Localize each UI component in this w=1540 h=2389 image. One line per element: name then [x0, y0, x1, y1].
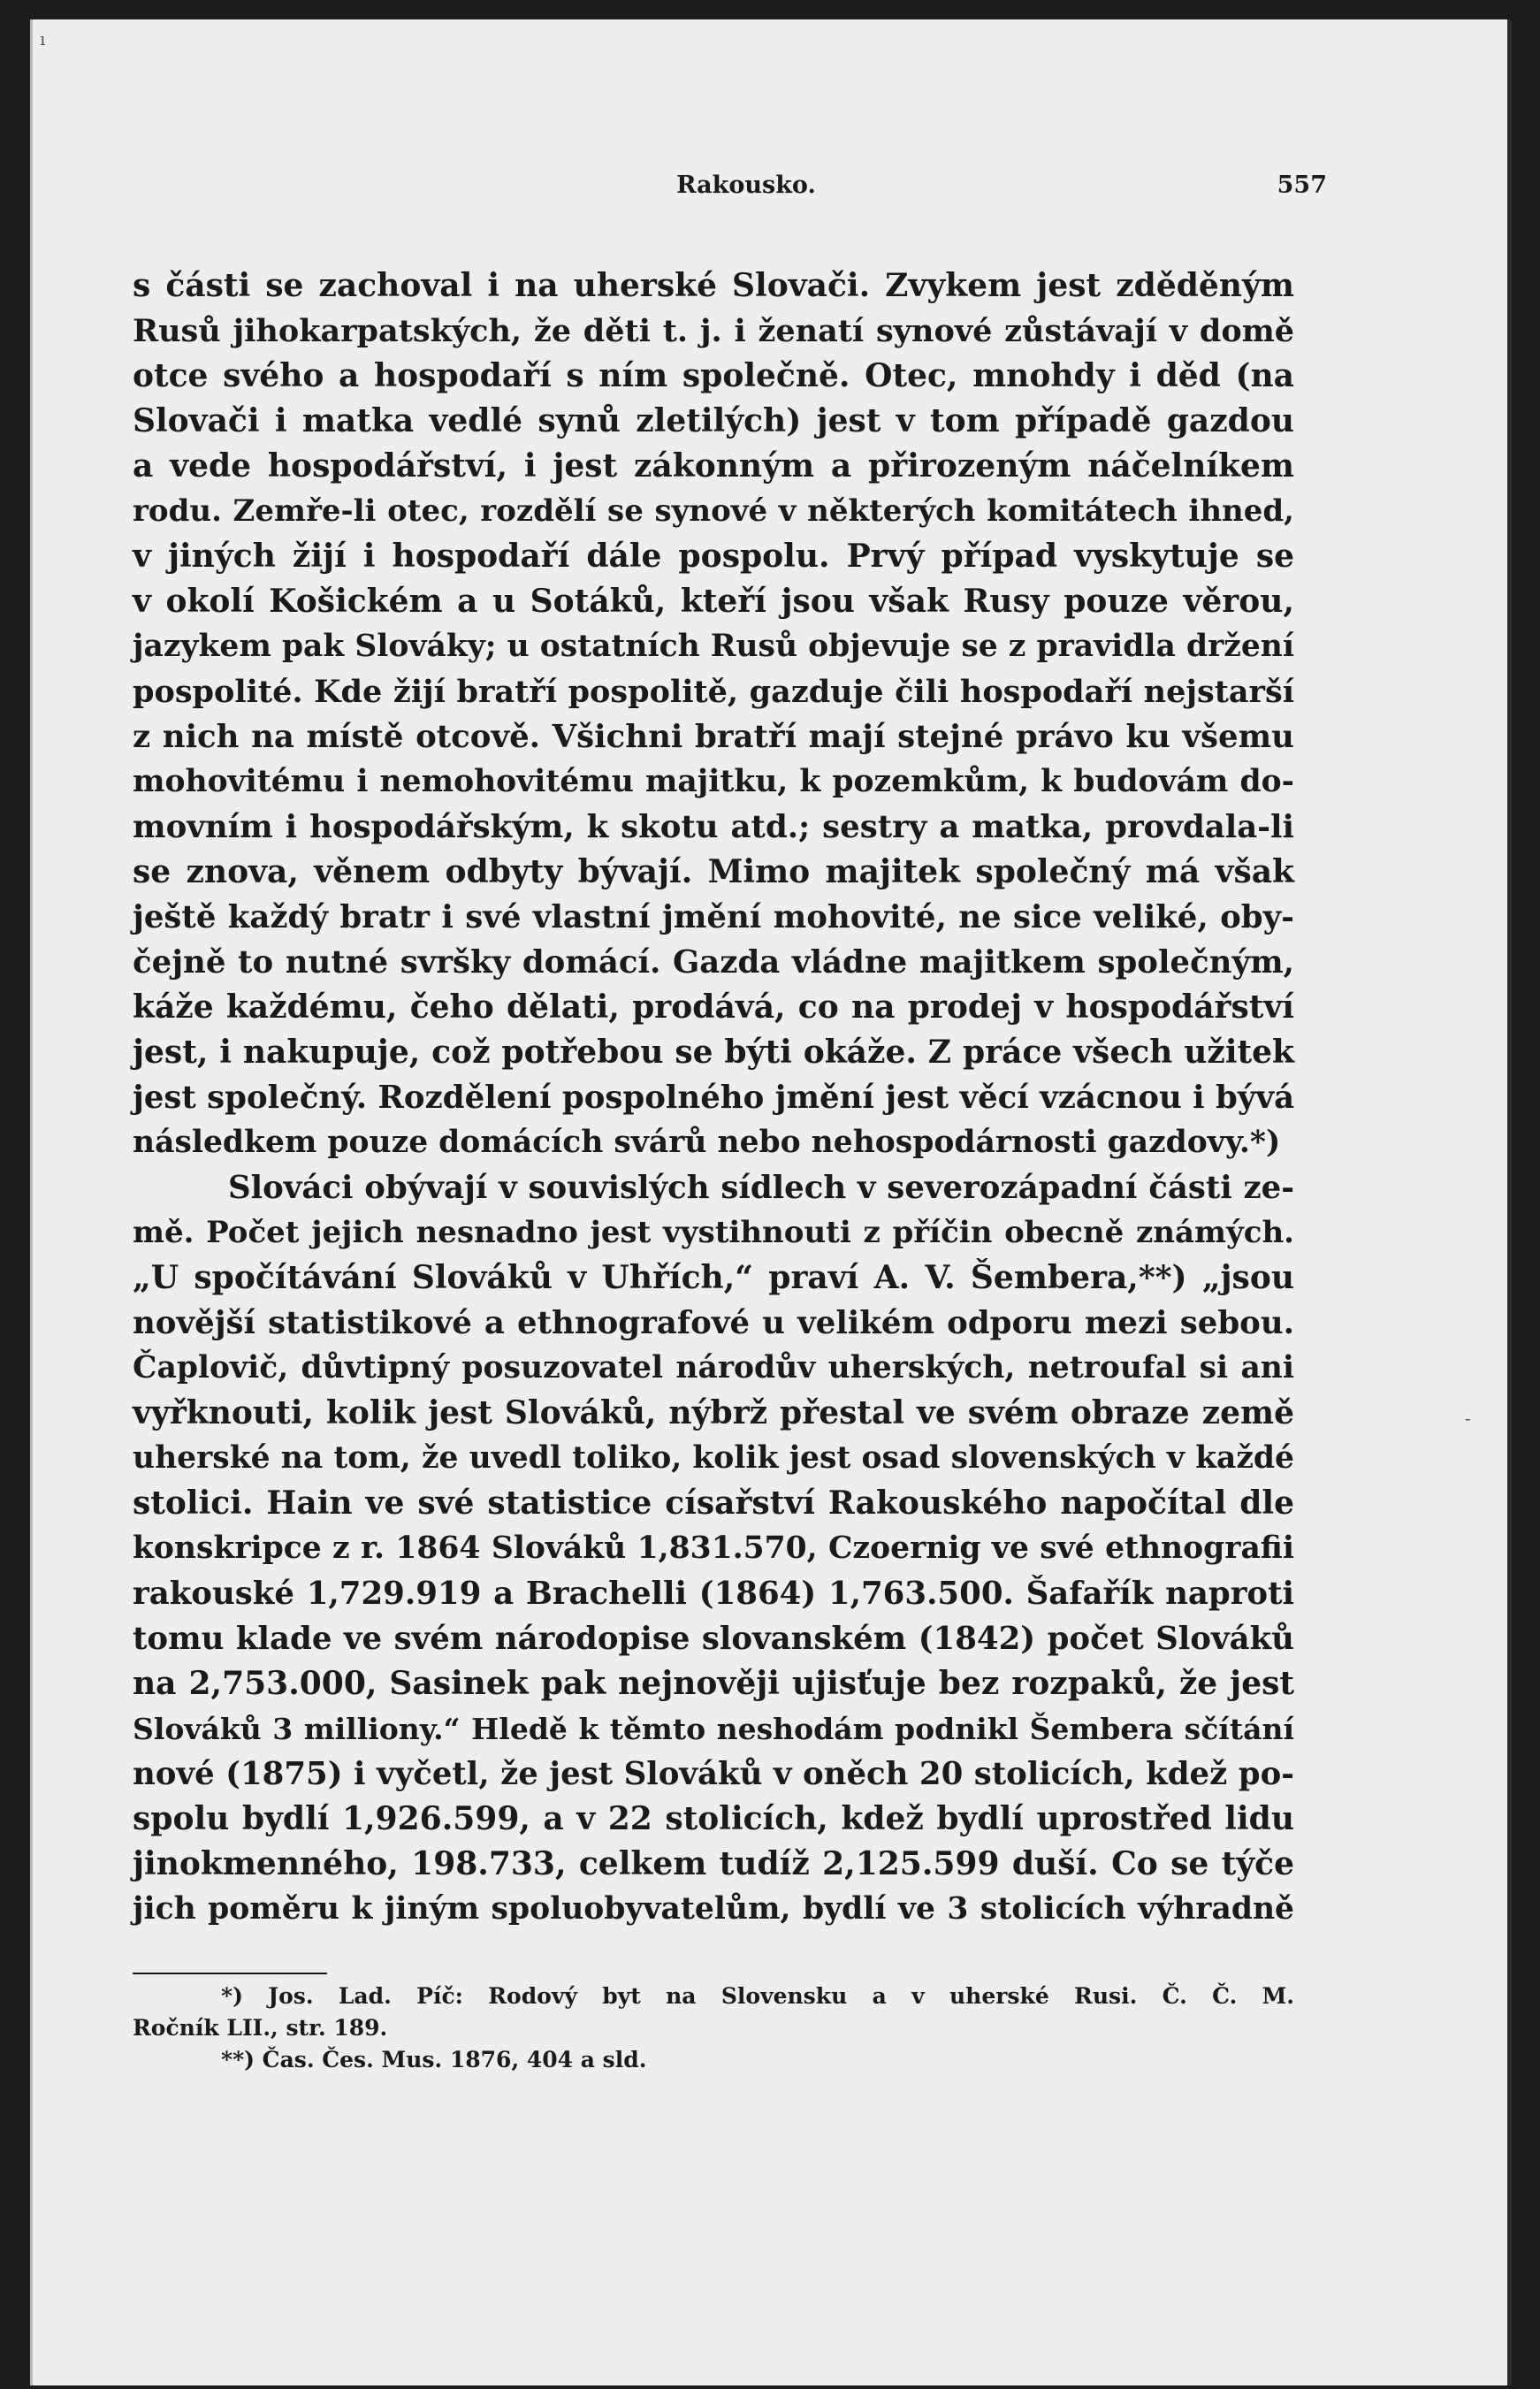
text-line: z nich na místě otcově. Všichni bratří mají stejné právo ku všemu	[133, 719, 1294, 755]
text-line: rakouské 1,729.919 a Brachelli (1864) 1,763.500. Šafařík naproti	[133, 1576, 1294, 1612]
footnote-line: Ročník LII., str. 189.	[133, 2015, 388, 2041]
scan-mark: -	[1465, 1408, 1471, 1429]
footnotes	[133, 1981, 1294, 2076]
text-line: novější statistikové a ethnografové u velikém odporu mezi sebou.	[133, 1305, 1294, 1341]
text-line: ještě každý bratr i své vlastní jmění mohovité, ne sice veliké, oby-	[133, 899, 1294, 935]
scan-mark: ı	[40, 28, 46, 50]
text-line: jest společný. Rozdělení pospolného jmění jest věcí vzácnou i bývá	[133, 1080, 1295, 1116]
text-line: Čaplovič, důvtipný posuzovatel národův uherských, netroufal si ani	[133, 1350, 1294, 1385]
page-number: 557	[1277, 172, 1327, 199]
text-line: Slováků 3 milliony.“ Hledě k těmto neshodám podnikl Šembera sčítání	[133, 1712, 1294, 1746]
footnote-line: **) Čas. Čes. Mus. 1876, 404 a sld.	[221, 2047, 647, 2072]
text-line: mohovitému i nemohovitému majitku, k pozemkům, k budovám do-	[133, 764, 1294, 799]
body-text	[133, 263, 1294, 1932]
text-line: pospolité. Kde žijí bratří pospolitě, gazduje čili hospodaří nejstarší	[133, 674, 1294, 710]
text-line: mě. Počet jejich nesnadno jest vystihnouti z příčin obecně známých.	[133, 1215, 1294, 1250]
text-line: Rusů jihokarpatských, že děti t. j. i ženatí synové zůstávají v domě	[133, 313, 1294, 349]
footnote-rule	[133, 1973, 327, 1974]
text-line: se znova, věnem odbyty bývají. Mimo majitek společný má však	[133, 853, 1294, 890]
text-line: stolici. Hain ve své statistice císařství Rakouského napočítal dle	[133, 1485, 1294, 1522]
text-line: jest, i nakupuje, což potřebou se býti okáže. Z práce všech užitek	[133, 1034, 1294, 1071]
text-line: uherské na tom, že uvedl toliko, kolik jest osad slovenských v každé	[133, 1440, 1294, 1476]
text-line: konskripce z r. 1864 Slováků 1,831.570, Czoernig ve své ethnografii	[133, 1530, 1294, 1566]
running-header	[165, 172, 1327, 207]
text-line: otce svého a hospodaří s ním společně. Otec, mnohdy i děd (na	[133, 357, 1294, 394]
text-line: spolu bydlí 1,926.599, a v 22 stolicích, kdež bydlí uprostřed lidu	[133, 1800, 1294, 1837]
text-line: jinokmenného, 198.733, celkem tudíž 2,125.599 duší. Co se týče	[133, 1845, 1294, 1882]
text-line: na 2,753.000, Sasinek pak nejnověji ujisťuje bez rozpaků, že jest	[133, 1665, 1294, 1702]
text-line: Slováci obývají v souvislých sídlech v severozápadní části ze-	[228, 1170, 1294, 1206]
text-line: káže každému, čeho dělati, prodává, co na prodej v hospodářství	[133, 988, 1294, 1026]
text-line: s části se zachoval i na uherské Slovači. Zvykem jest zděděným	[133, 267, 1294, 304]
text-line: v jiných žijí i hospodaří dále pospolu. Prvý případ vyskytuje se	[133, 538, 1294, 575]
text-line: a vede hospodářství, i jest zákonným a přirozeným náčelníkem	[133, 447, 1294, 485]
text-line: „U spočítávání Slováků v Uhřích,“ praví A. V. Šembera,**) „jsou	[133, 1259, 1294, 1296]
text-line: tomu klade ve svém národopise slovanském (1842) počet Slováků	[133, 1621, 1294, 1657]
text-line: v okolí Košickém a u Sotáků, kteří jsou však Rusy pouze věrou,	[133, 583, 1294, 620]
text-line: jich poměru k jiným spoluobyvatelům, bydlí ve 3 stolicích výhradně	[133, 1891, 1294, 1927]
header-title: Rakousko.	[676, 172, 816, 199]
text-line: movním i hospodářským, k skotu atd.; sestry a matka, provdala-li	[133, 809, 1294, 845]
text-line: čejně to nutné svršky domácí. Gazda vládne majitkem společným,	[133, 944, 1294, 981]
footnote-line: *) Jos. Lad. Píč: Rodový byt na Slovensku a v uherské Rusi. Č. Č. M.	[221, 1983, 1294, 2009]
text-line: Slovači i matka vedlé synů zletilých) jest v tom případě gazdou	[133, 402, 1294, 439]
text-line: rodu. Zemře-li otec, rozdělí se synové v některých komitátech ihned,	[133, 493, 1294, 529]
text-line: následkem pouze domácích svárů nebo nehospodárnosti gazdovy.*)	[133, 1125, 1281, 1160]
text-line: vyřknouti, kolik jest Slováků, nýbrž přestal ve svém obraze země	[133, 1394, 1294, 1431]
text-line: nové (1875) i vyčetl, že jest Slováků v oněch 20 stolicích, kdež po-	[133, 1756, 1294, 1792]
text-line: jazykem pak Slováky; u ostatních Rusů objevuje se z pravidla držení	[133, 629, 1294, 664]
